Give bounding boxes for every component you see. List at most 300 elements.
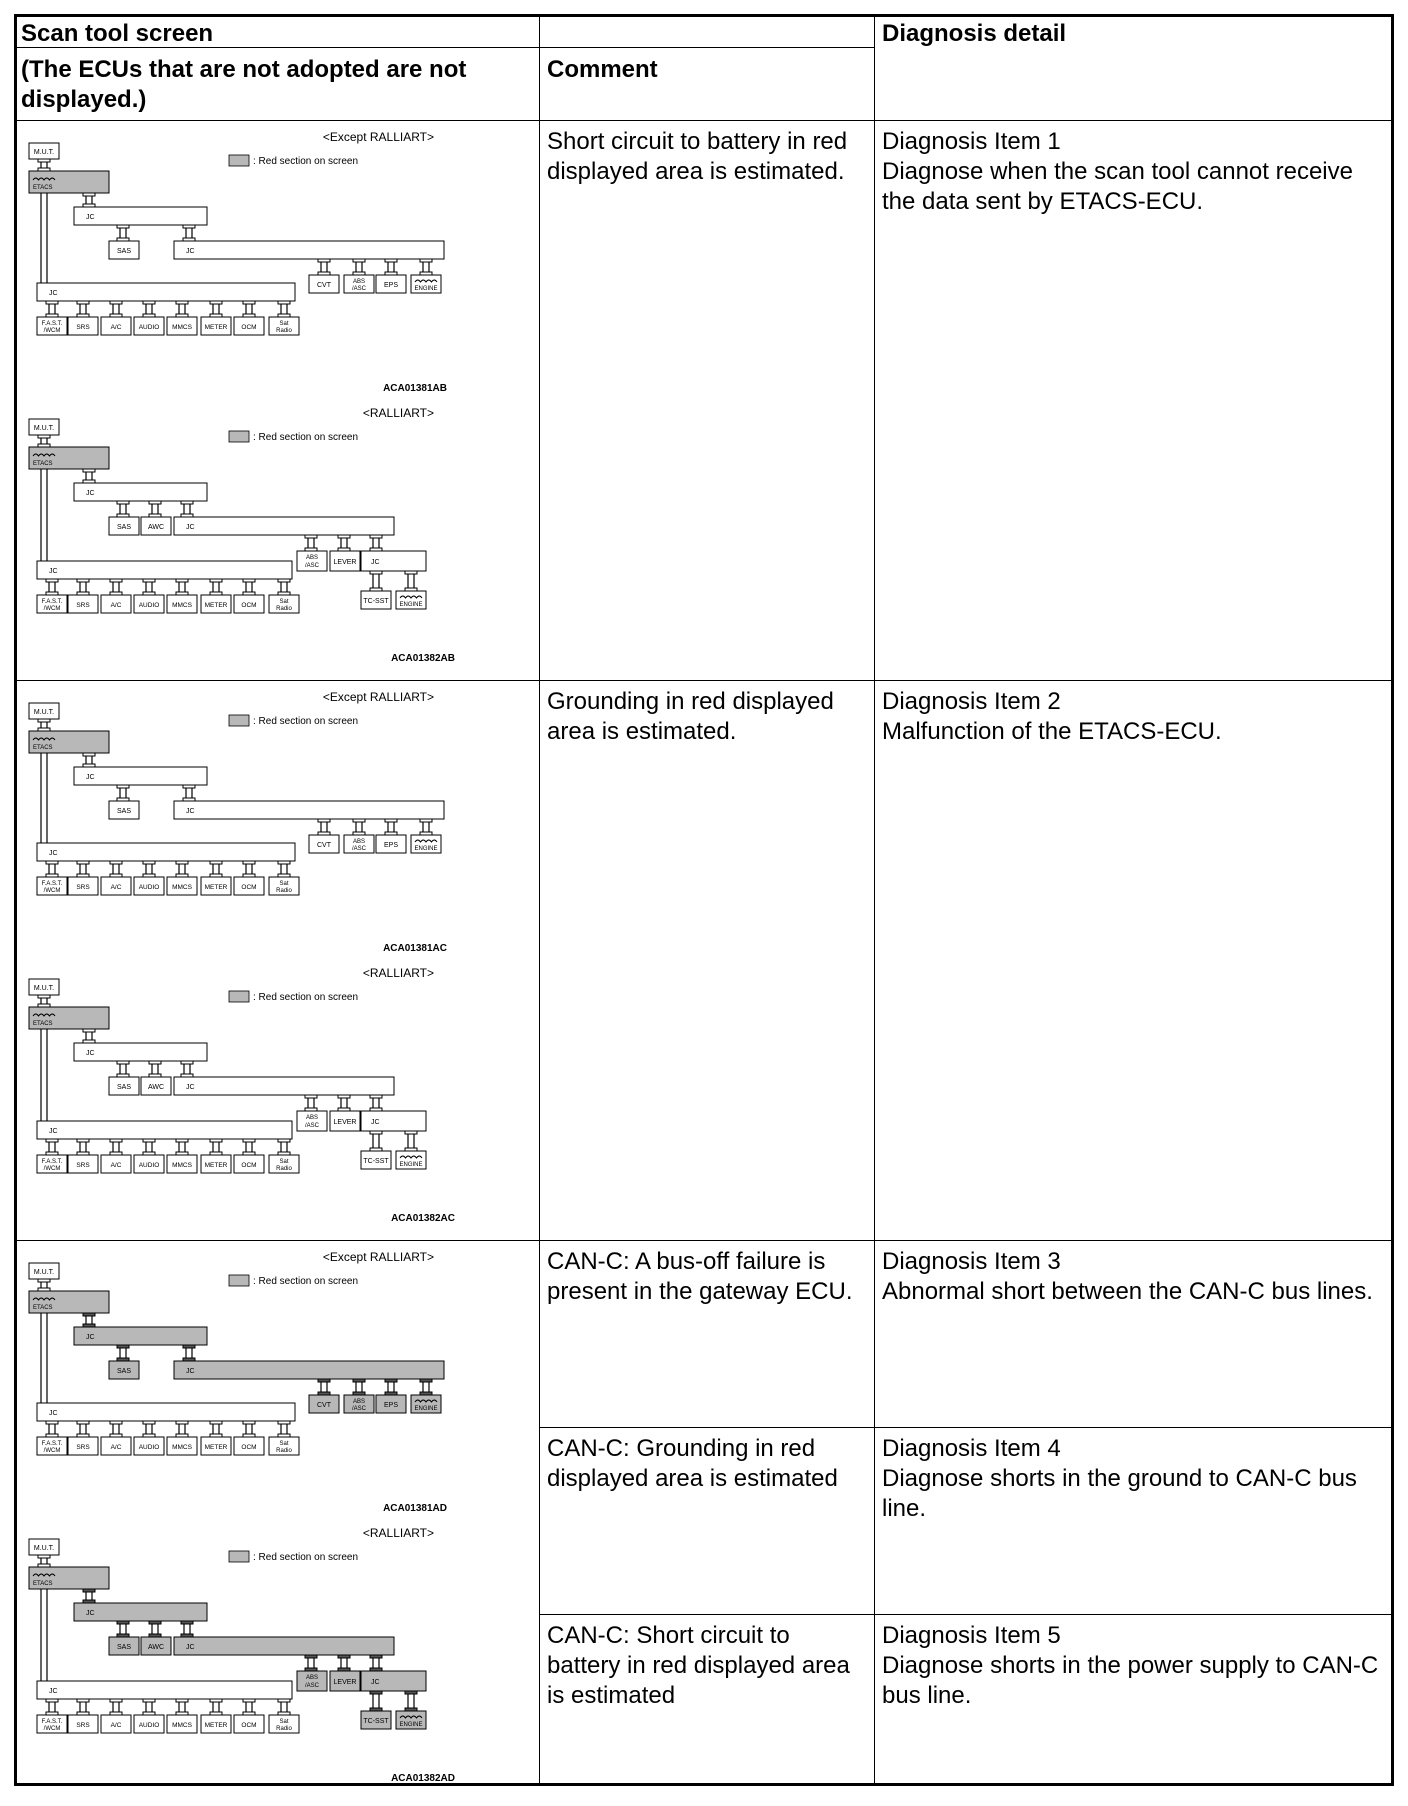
connector	[176, 579, 188, 582]
ecu-label: ETACS	[33, 745, 53, 751]
legend-label: : Red section on screen	[253, 1552, 359, 1563]
ecu-label: Radio	[276, 606, 292, 612]
ecu-label: SAS	[116, 1368, 132, 1375]
ecu-label: JC	[49, 568, 58, 575]
connector	[385, 1379, 397, 1382]
ecu-label: METER	[204, 602, 228, 609]
header-scan-tool-screen: Scan tool screen	[21, 20, 214, 47]
ecu-label: /ASC	[304, 563, 320, 569]
connector	[77, 579, 89, 582]
jc-box	[174, 1637, 394, 1655]
row-divider	[17, 680, 1391, 681]
ecu-label: A/C	[110, 324, 122, 331]
ecu-label: ABS	[352, 1399, 366, 1405]
can-diagram	[19, 689, 531, 959]
ecu-label: JC	[371, 559, 380, 566]
connector	[210, 1139, 222, 1142]
connector	[176, 1421, 188, 1424]
ecu-label: OCM	[241, 1444, 257, 1451]
ecu-label: AUDIO	[138, 1444, 160, 1451]
detail-text: Malfunction of the ETACS-ECU.	[882, 718, 1222, 745]
connector	[110, 579, 122, 582]
row-divider	[17, 1240, 1391, 1241]
detail-text: Abnormal short between the CAN-C bus lines.	[882, 1278, 1373, 1305]
legend-swatch	[229, 715, 249, 726]
column-divider	[539, 17, 540, 1783]
variant-label: <RALLIART>	[362, 406, 434, 420]
detail-text: Diagnose shorts in the power supply to CAN-C bus line.	[882, 1652, 1379, 1709]
ecu-label: JC	[186, 1644, 195, 1651]
connector	[46, 301, 58, 304]
connector	[278, 301, 290, 304]
ecu-label: METER	[204, 1162, 228, 1169]
can-diagram	[19, 405, 531, 675]
ecu-label: LEVER	[333, 1679, 357, 1686]
ecu-label: JC	[49, 290, 58, 297]
ecu-label: JC	[371, 1119, 380, 1126]
ecu-label: OCM	[241, 324, 257, 331]
ecu-label: ENGINE	[399, 1162, 423, 1168]
ecu-label: F.A.S.T.	[41, 599, 63, 605]
connector	[83, 753, 95, 756]
connector	[243, 1421, 255, 1424]
ecu-label: EPS	[383, 1402, 399, 1409]
connector	[143, 1699, 155, 1702]
ecu-label: SAS	[116, 248, 132, 255]
connector	[110, 301, 122, 304]
connector	[176, 1139, 188, 1142]
connector	[405, 1691, 417, 1694]
ecu-label: JC	[186, 1084, 195, 1091]
connector	[370, 1095, 382, 1098]
column-divider	[874, 17, 875, 1783]
connector	[305, 1655, 317, 1658]
ecu-label: F.A.S.T.	[41, 1441, 63, 1447]
row-divider	[539, 1614, 1391, 1615]
ecu-label: ETACS	[33, 1305, 53, 1311]
connector	[353, 819, 365, 822]
ecu-label: JC	[49, 1688, 58, 1695]
ecu-label: M.U.T.	[33, 149, 55, 156]
ecu-label: AUDIO	[138, 602, 160, 609]
header-comment: Comment	[547, 56, 658, 83]
ecu-label: JC	[86, 774, 95, 781]
connector	[117, 785, 129, 788]
jc-box	[174, 517, 394, 535]
connector	[46, 579, 58, 582]
ecu-label: ETACS	[33, 1581, 53, 1587]
connector	[149, 1621, 161, 1624]
connector	[420, 1379, 432, 1382]
jc-box	[37, 1121, 292, 1139]
ecu-label: ENGINE	[414, 846, 438, 852]
connector	[353, 259, 365, 262]
ecu-label: JC	[86, 1334, 95, 1341]
ecu-label: TC-SST	[363, 1158, 389, 1165]
connector	[38, 435, 50, 438]
ecu-label: MMCS	[172, 884, 192, 891]
ecu-label: JC	[186, 524, 195, 531]
variant-label: <Except RALLIART>	[322, 130, 434, 144]
jc-box	[174, 1361, 444, 1379]
ecu-label: ABS	[305, 1115, 319, 1121]
legend-swatch	[229, 431, 249, 442]
connector	[370, 571, 382, 574]
connector	[305, 1095, 317, 1098]
ecu-label: JC	[186, 248, 195, 255]
variant-label: <Except RALLIART>	[322, 690, 434, 704]
ecu-label: F.A.S.T.	[41, 881, 63, 887]
ecu-label: Radio	[276, 328, 292, 334]
can-diagram	[19, 1525, 531, 1787]
ecu-label: /ASC	[351, 286, 367, 292]
ecu-label: OCM	[241, 602, 257, 609]
legend-swatch	[229, 1551, 249, 1562]
ecu-label: JC	[86, 214, 95, 221]
connector	[181, 1621, 193, 1624]
diagnosis-table	[14, 14, 1394, 1786]
jc-box	[37, 561, 292, 579]
connector	[77, 1139, 89, 1142]
ecu-label: MMCS	[172, 1162, 192, 1169]
ecu-label: SRS	[76, 884, 90, 891]
ecu-label: MMCS	[172, 1722, 192, 1729]
connector	[210, 1699, 222, 1702]
detail-title: Diagnosis Item 2	[882, 688, 1061, 715]
connector	[38, 1555, 50, 1558]
ecu-label: M.U.T.	[33, 985, 55, 992]
legend-label: : Red section on screen	[253, 992, 359, 1003]
connector	[77, 861, 89, 864]
ecu-label: Radio	[276, 888, 292, 894]
connector	[117, 1061, 129, 1064]
ecu-label: ABS	[305, 1675, 319, 1681]
connector	[38, 159, 50, 162]
jc-box	[37, 283, 295, 301]
ecu-label: AWC	[147, 524, 165, 531]
connector	[278, 579, 290, 582]
ecu-label: TC-SST	[363, 598, 389, 605]
connector	[210, 301, 222, 304]
connector	[278, 1421, 290, 1424]
ecu-label: METER	[204, 324, 228, 331]
ecu-label: ENGINE	[414, 286, 438, 292]
ecu-label: M.U.T.	[33, 425, 55, 432]
ecu-label: CVT	[317, 282, 331, 289]
connector	[243, 1699, 255, 1702]
ecu-label: OCM	[241, 1722, 257, 1729]
ecu-label: SRS	[76, 324, 90, 331]
ecu-label: MMCS	[172, 324, 192, 331]
ecu-label: JC	[49, 850, 58, 857]
ecu-label: ENGINE	[414, 1406, 438, 1412]
connector	[370, 1691, 382, 1694]
row-divider	[17, 120, 1391, 121]
connector	[305, 535, 317, 538]
connector	[370, 535, 382, 538]
connector	[183, 785, 195, 788]
legend-label: : Red section on screen	[253, 1276, 359, 1287]
connector	[338, 1655, 350, 1658]
comment-cell: Short circuit to battery in red displayed area is estimated.	[547, 128, 848, 185]
ecu-label: /ASC	[351, 1406, 367, 1412]
ecu-label: Sat	[279, 599, 289, 605]
connector	[243, 579, 255, 582]
legend-label: : Red section on screen	[253, 716, 359, 727]
legend-swatch	[229, 155, 249, 166]
connector	[318, 1379, 330, 1382]
connector	[176, 1699, 188, 1702]
connector	[318, 259, 330, 262]
connector	[117, 1345, 129, 1348]
header-diagnosis-detail: Diagnosis detail	[882, 20, 1067, 47]
ecu-label: METER	[204, 1722, 228, 1729]
connector	[420, 259, 432, 262]
connector	[278, 1699, 290, 1702]
connector	[210, 861, 222, 864]
ecu-label: /ASC	[304, 1683, 320, 1689]
ecu-label: EPS	[383, 842, 399, 849]
ecu-label: METER	[204, 884, 228, 891]
connector	[83, 469, 95, 472]
ecu-label: SAS	[116, 808, 132, 815]
detail-title: Diagnosis Item 3	[882, 1248, 1061, 1275]
connector	[243, 301, 255, 304]
figure-code: ACA01382AB	[391, 653, 455, 664]
ecu-label: JC	[186, 808, 195, 815]
ecu-label: ABS	[352, 279, 366, 285]
connector	[46, 1699, 58, 1702]
ecu-label: A/C	[110, 1162, 122, 1169]
ecu-label: AWC	[147, 1084, 165, 1091]
ecu-label: JC	[86, 1050, 95, 1057]
connector	[405, 571, 417, 574]
ecu-label: AUDIO	[138, 1722, 160, 1729]
ecu-label: MMCS	[172, 1444, 192, 1451]
ecu-label: LEVER	[333, 559, 357, 566]
ecu-label: AWC	[147, 1644, 165, 1651]
ecu-label: /WCM	[43, 328, 61, 334]
ecu-label: Radio	[276, 1726, 292, 1732]
ecu-label: /WCM	[43, 1166, 61, 1172]
connector	[110, 1139, 122, 1142]
ecu-label: /WCM	[43, 888, 61, 894]
connector	[143, 861, 155, 864]
ecu-label: SAS	[116, 1644, 132, 1651]
ecu-label: Sat	[279, 881, 289, 887]
comment-cell: CAN-C: A bus-off failure is present in the gateway ECU.	[547, 1248, 853, 1305]
ecu-label: METER	[204, 1444, 228, 1451]
ecu-label: CVT	[317, 1402, 331, 1409]
connector	[143, 1421, 155, 1424]
ecu-label: SAS	[116, 524, 132, 531]
detail-title: Diagnosis Item 1	[882, 128, 1061, 155]
figure-code: ACA01382AC	[391, 1213, 455, 1224]
ecu-label: TC-SST	[363, 1718, 389, 1725]
figure-code: ACA01381AD	[383, 1503, 447, 1514]
ecu-label: SRS	[76, 1444, 90, 1451]
connector	[46, 861, 58, 864]
detail-text: Diagnose when the scan tool cannot receive the data sent by ETACS-ECU.	[882, 158, 1353, 215]
connector	[243, 1139, 255, 1142]
can-diagram	[19, 129, 531, 399]
connector	[77, 1421, 89, 1424]
connector	[183, 1345, 195, 1348]
row-divider	[539, 1427, 1391, 1428]
connector	[405, 1131, 417, 1134]
connector	[176, 301, 188, 304]
jc-box	[37, 1403, 295, 1421]
ecu-label: SRS	[76, 602, 90, 609]
legend-swatch	[229, 991, 249, 1002]
connector	[143, 1139, 155, 1142]
jc-box	[174, 241, 444, 259]
ecu-label: AUDIO	[138, 324, 160, 331]
ecu-label: OCM	[241, 1162, 257, 1169]
connector	[278, 1139, 290, 1142]
ecu-label: A/C	[110, 1444, 122, 1451]
connector	[143, 579, 155, 582]
ecu-label: OCM	[241, 884, 257, 891]
ecu-label: LEVER	[333, 1119, 357, 1126]
jc-box	[37, 1681, 292, 1699]
figure-code: ACA01382AD	[391, 1773, 455, 1784]
connector	[143, 301, 155, 304]
connector	[117, 1621, 129, 1624]
ecu-label: ETACS	[33, 185, 53, 191]
connector	[318, 819, 330, 822]
ecu-label: A/C	[110, 1722, 122, 1729]
variant-label: <RALLIART>	[362, 966, 434, 980]
ecu-label: ABS	[305, 555, 319, 561]
connector	[210, 1421, 222, 1424]
can-diagram	[19, 965, 531, 1235]
connector	[38, 1279, 50, 1282]
jc-box	[174, 801, 444, 819]
ecu-label: Sat	[279, 321, 289, 327]
detail-title: Diagnosis Item 5	[882, 1622, 1061, 1649]
comment-cell: CAN-C: Grounding in red displayed area is estimated	[547, 1435, 838, 1492]
jc-box	[174, 1077, 394, 1095]
connector	[278, 861, 290, 864]
ecu-label: M.U.T.	[33, 1545, 55, 1552]
connector	[181, 501, 193, 504]
ecu-label: /WCM	[43, 1448, 61, 1454]
connector	[77, 301, 89, 304]
ecu-label: JC	[186, 1368, 195, 1375]
connector	[338, 1095, 350, 1098]
comment-cell: Grounding in red displayed area is estimated.	[547, 688, 834, 745]
connector	[110, 1699, 122, 1702]
figure-code: ACA01381AC	[383, 943, 447, 954]
connector	[176, 861, 188, 864]
ecu-label: ETACS	[33, 1021, 53, 1027]
variant-label: <RALLIART>	[362, 1526, 434, 1540]
jc-box	[37, 843, 295, 861]
legend-label: : Red section on screen	[253, 156, 359, 167]
connector	[420, 819, 432, 822]
legend-swatch	[229, 1275, 249, 1286]
comment-cell: CAN-C: Short circuit to battery in red displayed area is estimated	[547, 1622, 850, 1709]
ecu-label: ETACS	[33, 461, 53, 467]
ecu-label: Sat	[279, 1159, 289, 1165]
connector	[38, 995, 50, 998]
ecu-label: Sat	[279, 1441, 289, 1447]
ecu-label: ENGINE	[399, 1722, 423, 1728]
connector	[77, 1699, 89, 1702]
connector	[183, 225, 195, 228]
ecu-label: JC	[49, 1410, 58, 1417]
connector	[370, 1655, 382, 1658]
ecu-label: F.A.S.T.	[41, 1159, 63, 1165]
ecu-label: CVT	[317, 842, 331, 849]
ecu-label: /WCM	[43, 606, 61, 612]
ecu-label: F.A.S.T.	[41, 321, 63, 327]
variant-label: <Except RALLIART>	[322, 1250, 434, 1264]
connector	[370, 1131, 382, 1134]
connector	[46, 1421, 58, 1424]
connector	[83, 1029, 95, 1032]
connector	[83, 193, 95, 196]
detail-text: Diagnose shorts in the ground to CAN-C bus line.	[882, 1465, 1357, 1522]
connector	[385, 819, 397, 822]
ecu-label: SRS	[76, 1162, 90, 1169]
connector	[149, 1061, 161, 1064]
ecu-label: SRS	[76, 1722, 90, 1729]
ecu-label: MMCS	[172, 602, 192, 609]
connector	[385, 259, 397, 262]
connector	[38, 719, 50, 722]
connector	[353, 1379, 365, 1382]
can-diagram	[19, 1249, 531, 1519]
connector	[110, 1421, 122, 1424]
connector	[83, 1589, 95, 1592]
connector	[117, 501, 129, 504]
ecu-label: JC	[86, 1610, 95, 1617]
ecu-label: /ASC	[351, 846, 367, 852]
header-ecu-note: (The ECUs that are not adopted are not displayed.)	[21, 56, 467, 113]
ecu-label: AUDIO	[138, 1162, 160, 1169]
connector	[46, 1139, 58, 1142]
ecu-label: Sat	[279, 1719, 289, 1725]
connector	[149, 501, 161, 504]
ecu-label: EPS	[383, 282, 399, 289]
ecu-label: M.U.T.	[33, 709, 55, 716]
connector	[243, 861, 255, 864]
legend-label: : Red section on screen	[253, 432, 359, 443]
ecu-label: /ASC	[304, 1123, 320, 1129]
ecu-label: Radio	[276, 1166, 292, 1172]
ecu-label: SAS	[116, 1084, 132, 1091]
connector	[210, 579, 222, 582]
ecu-label: ABS	[352, 839, 366, 845]
connector	[83, 1313, 95, 1316]
ecu-label: A/C	[110, 602, 122, 609]
figure-code: ACA01381AB	[383, 383, 447, 394]
ecu-label: F.A.S.T.	[41, 1719, 63, 1725]
ecu-label: M.U.T.	[33, 1269, 55, 1276]
connector	[338, 535, 350, 538]
connector	[117, 225, 129, 228]
ecu-label: Radio	[276, 1448, 292, 1454]
connector	[181, 1061, 193, 1064]
ecu-label: JC	[371, 1679, 380, 1686]
ecu-label: ENGINE	[399, 602, 423, 608]
ecu-label: JC	[49, 1128, 58, 1135]
ecu-label: /WCM	[43, 1726, 61, 1732]
ecu-label: A/C	[110, 884, 122, 891]
ecu-label: AUDIO	[138, 884, 160, 891]
